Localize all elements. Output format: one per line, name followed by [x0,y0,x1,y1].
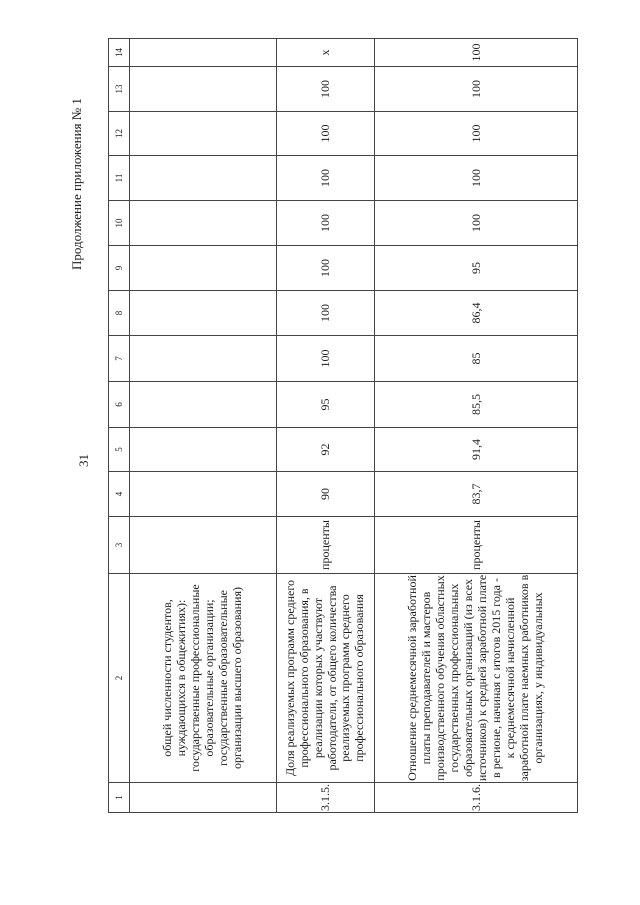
column-number: 14 [109,39,130,67]
column-number: 13 [109,67,130,112]
column-number: 1 [109,783,130,813]
value-cell: 100 [277,291,375,336]
value-cell: 100 [375,201,578,246]
value-cell: 100 [375,39,578,67]
value-cell [130,472,277,517]
value-cell: 100 [277,336,375,382]
value-cell: 92 [277,428,375,472]
column-number: 8 [109,291,130,336]
value-cell [130,156,277,201]
value-cell: 100 [375,112,578,156]
unit-cell: проценты [277,517,375,574]
page-number: 31 [76,454,91,467]
column-number: 9 [109,246,130,291]
column-number: 6 [109,382,130,428]
value-cell: 100 [375,156,578,201]
value-cell [130,291,277,336]
row-number [130,783,277,813]
value-cell [130,382,277,428]
unit-cell [130,517,277,574]
value-cell [130,39,277,67]
indicators-table [108,38,578,813]
value-cell: 100 [277,112,375,156]
value-cell: 100 [277,156,375,201]
value-cell: 83,7 [375,472,578,517]
value-cell [130,112,277,156]
table-row [277,39,375,813]
column-number: 3 [109,517,130,574]
appendix-continuation-note: Продолжение приложения № 1 [69,98,84,270]
value-cell: 100 [375,67,578,112]
row-number: 3.1.5. [277,783,375,813]
column-number: 4 [109,472,130,517]
value-cell [130,246,277,291]
value-cell: 100 [277,201,375,246]
indicator-text: Доля реализуемых программ среднего профессионального образования, в реализации которых участвуют работодатели, от общего количества реализуемых программ среднего профессионального образования [277,574,375,783]
column-number: 12 [109,112,130,156]
value-cell [130,336,277,382]
column-number: 5 [109,428,130,472]
column-number: 7 [109,336,130,382]
value-cell: 85,5 [375,382,578,428]
value-cell: 95 [277,382,375,428]
unit-cell: проценты [375,517,578,574]
value-cell: 100 [277,246,375,291]
indicator-text: Отношение среднемесячной заработной платы преподавателей и мастеров производственного обучения областных государственных профессиональных образовательных организаций (из всех источников) к средней заработной плате в регионе, начиная с итогов 2015 года - к среднемесячной начисленной заработной плате наемных работников в организациях, у индивидуальных [375,574,578,783]
table-row [375,39,578,813]
value-cell [130,201,277,246]
row-number: 3.1.6. [375,783,578,813]
value-cell [130,67,277,112]
value-cell: 91,4 [375,428,578,472]
column-number: 2 [109,574,130,783]
indicator-text: общей численности студентов, нуждающихся в общежитиях): государственные профессиональные образовательные организации; государственные образовательные организации высшего образования) [130,574,277,783]
column-number: 10 [109,201,130,246]
value-cell: х [277,39,375,67]
value-cell: 90 [277,472,375,517]
value-cell: 100 [277,67,375,112]
value-cell: 86,4 [375,291,578,336]
column-number: 11 [109,156,130,201]
value-cell: 95 [375,246,578,291]
value-cell: 85 [375,336,578,382]
column-number-row [109,39,130,813]
table-row [130,39,277,813]
value-cell [130,428,277,472]
